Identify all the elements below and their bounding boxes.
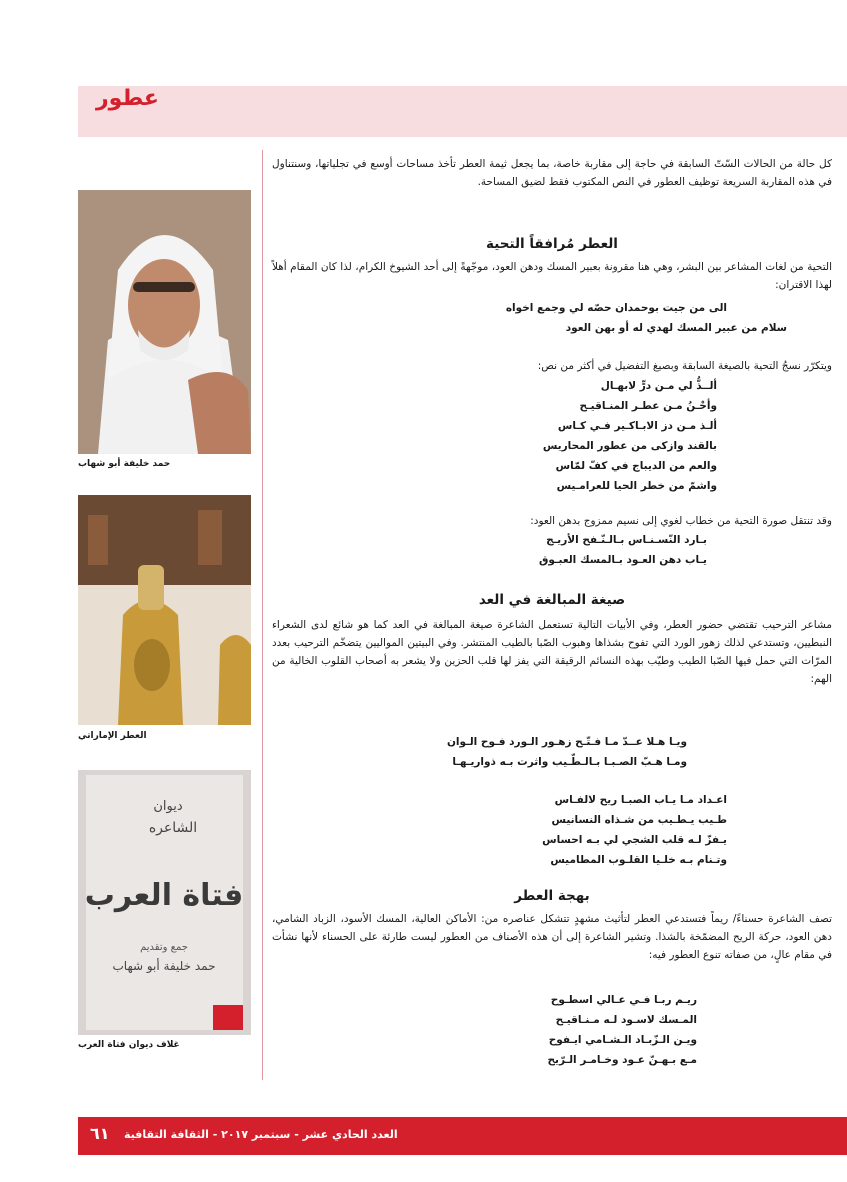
portrait-photo (78, 190, 251, 454)
cover-line1: ديوان (153, 799, 183, 814)
poem-line: بالقند وازكى من عطور المحاريس (542, 440, 717, 452)
poem-line: ويـا هـلا عــدّ مـا فـتّـح زهـور الـورد فـوح الـوان (446, 736, 687, 748)
header-band (78, 86, 847, 137)
poem-block (367, 990, 697, 1070)
section-paragraph: وقد تنتقل صورة التحية من خطاب لغوي إلى نسيم ممزوج بدهن العود: (530, 515, 832, 527)
perfume-bottles-photo (78, 495, 251, 725)
section-paragraph: تصف الشاعرة حسناءً/ ريماً فتستدعي العطر لتأثيث مشهدٍ تتشكل عناصره من: الأماكن العالية، المسك الأسود، الزباد الشامي، دهن العود، حركة الريح المضمّخة بالشذا. وتشير الشاعرة إلى أن هذه الأصناف من العطور ليست طارئة على الحسناء لأنها نشأت في مقام عالٍ، من صفاته تنوع العطور فيه: (272, 913, 832, 961)
poem-line: ريـم ربـا فـي عـالي اسطـوح (550, 994, 697, 1006)
poem-line: اعـداد مـا يـاب الصبـا ريح لالفـاس (554, 794, 727, 806)
column-divider (262, 150, 263, 1080)
perfume-caption: العطر الإماراتي (78, 731, 147, 741)
poem-line: مـع بـهـنّ عـود وخـامـر الـرّيح (547, 1054, 697, 1066)
cover-title: فتاة العرب (84, 878, 244, 913)
poem-line: ألـذ مـن دز الابـاكـير فـي كـاس (557, 420, 717, 432)
poem-block (397, 376, 717, 496)
page-number: ٦١ (90, 1124, 110, 1143)
section-title: عطور (96, 86, 159, 111)
section-heading: العطر مُرافقاً التحية (486, 236, 618, 252)
poem-block (357, 732, 687, 772)
book-caption: غلاف ديوان فتاة العرب (78, 1040, 180, 1050)
cover-credit1: جمع وتقديم (140, 942, 188, 953)
section-paragraph: ويتكرّر نسجُ التحية بالصيغة السابقة وبصيغ التفضيل في أكثر من نص: (537, 360, 832, 372)
poem-line: ويـن الـزّبـاد الـشـامي ايـفوح (548, 1034, 697, 1046)
section-paragraph: مشاعر الترحيب تقتضي حضور العطر، وفي الأبيات التالية تستعمل الشاعرة صيغة المبالغة في العد كما هو شائع لدى الشعراء النبطيين، وتستدعي لذلك زهور الورد التي تفوح بشذاها وهبوب الصّبا بالطيب المنتشر. وفي البيتين المواليين يتضخّم الترحيب بعدد المرّات التي حمل فيها الصّبا الطيب وطيّب بهذه النسائم الرقيقة التي يفز لها قلب الحزين ولا يشعر به أصحاب القلوب الخالية من الهم: (272, 619, 832, 685)
poem-block (407, 530, 707, 570)
cover-credit2: حمد خليفة أبو شهاب (112, 959, 216, 973)
poem-line: والعم من الديباج في كفّ لمّاس (555, 460, 717, 472)
poem-line: ومـا هـبّ الصـبـا بـالـطّـيب واثرت بـه ذواريـهـا (452, 756, 687, 768)
portrait-caption: حمد خليفة أبو شهاب (78, 459, 171, 469)
poem-block (505, 298, 787, 338)
poem-line: يـفزّ لـه قلب الشجي لي بـه احساس (542, 834, 727, 846)
poem-line: المـسك لاسـود لـه مـنـاقيـح (555, 1014, 697, 1026)
section-paragraph: التحية من لغات المشاعر بين البشر، وهي هنا مقرونة بعبير المسك ودهن العود، موجّهةً إلى أحد الشيوخ الكرام، لذا كان المقام أهلاً لهذا الاقتران: (272, 261, 832, 291)
poem-line: طـيب يـطـيب من شـذاه النسانيس (551, 814, 727, 826)
poem-line: ألــذُّ لي مـن درٍّ لابهـال (600, 380, 717, 392)
book-cover-photo (78, 770, 251, 1035)
poem-line: يـاب دهن العـود بـالمسك العبـوق (538, 554, 707, 566)
intro-paragraph: كل حالة من الحالات السّتّ السابقة في حاجة إلى مقاربة خاصة، بما يجعل ثيمة العطر تأخذ مساحات أوسع في تجلياتها، وسنتناول في هذه المقاربة السريعة توظيف العطور في النص المكتوب فقط لضيق المساحة. (272, 158, 832, 188)
issue-info: العدد الحادي عشر - سبتمبر ٢٠١٧ - الثقافة التقافية (124, 1128, 398, 1141)
poem-line: سلام من عبير المسك لهدي له أو بهن العود (565, 322, 787, 334)
poem-line: واشمّ من خطر الحيا للعرامـيس (556, 480, 717, 492)
poem-block (397, 790, 727, 870)
poem-line: بـارد النّسـنـاس بـالـنّـفح الأريـج (546, 534, 707, 546)
cover-line2: الشاعره (148, 820, 198, 836)
section-heading: صيغة المبالغة في العد (478, 592, 626, 608)
poem-line: الى من جيت بوحمدان حصّه لي وجمع اخواه (505, 302, 727, 314)
poem-line: وأحْـنُ مـن عطـر المنـاقيـح (579, 400, 717, 412)
section-heading: بهجة العطر (514, 888, 590, 904)
poem-line: وتـنام بـه خلـيا القلـوب المطاميس (550, 854, 727, 866)
